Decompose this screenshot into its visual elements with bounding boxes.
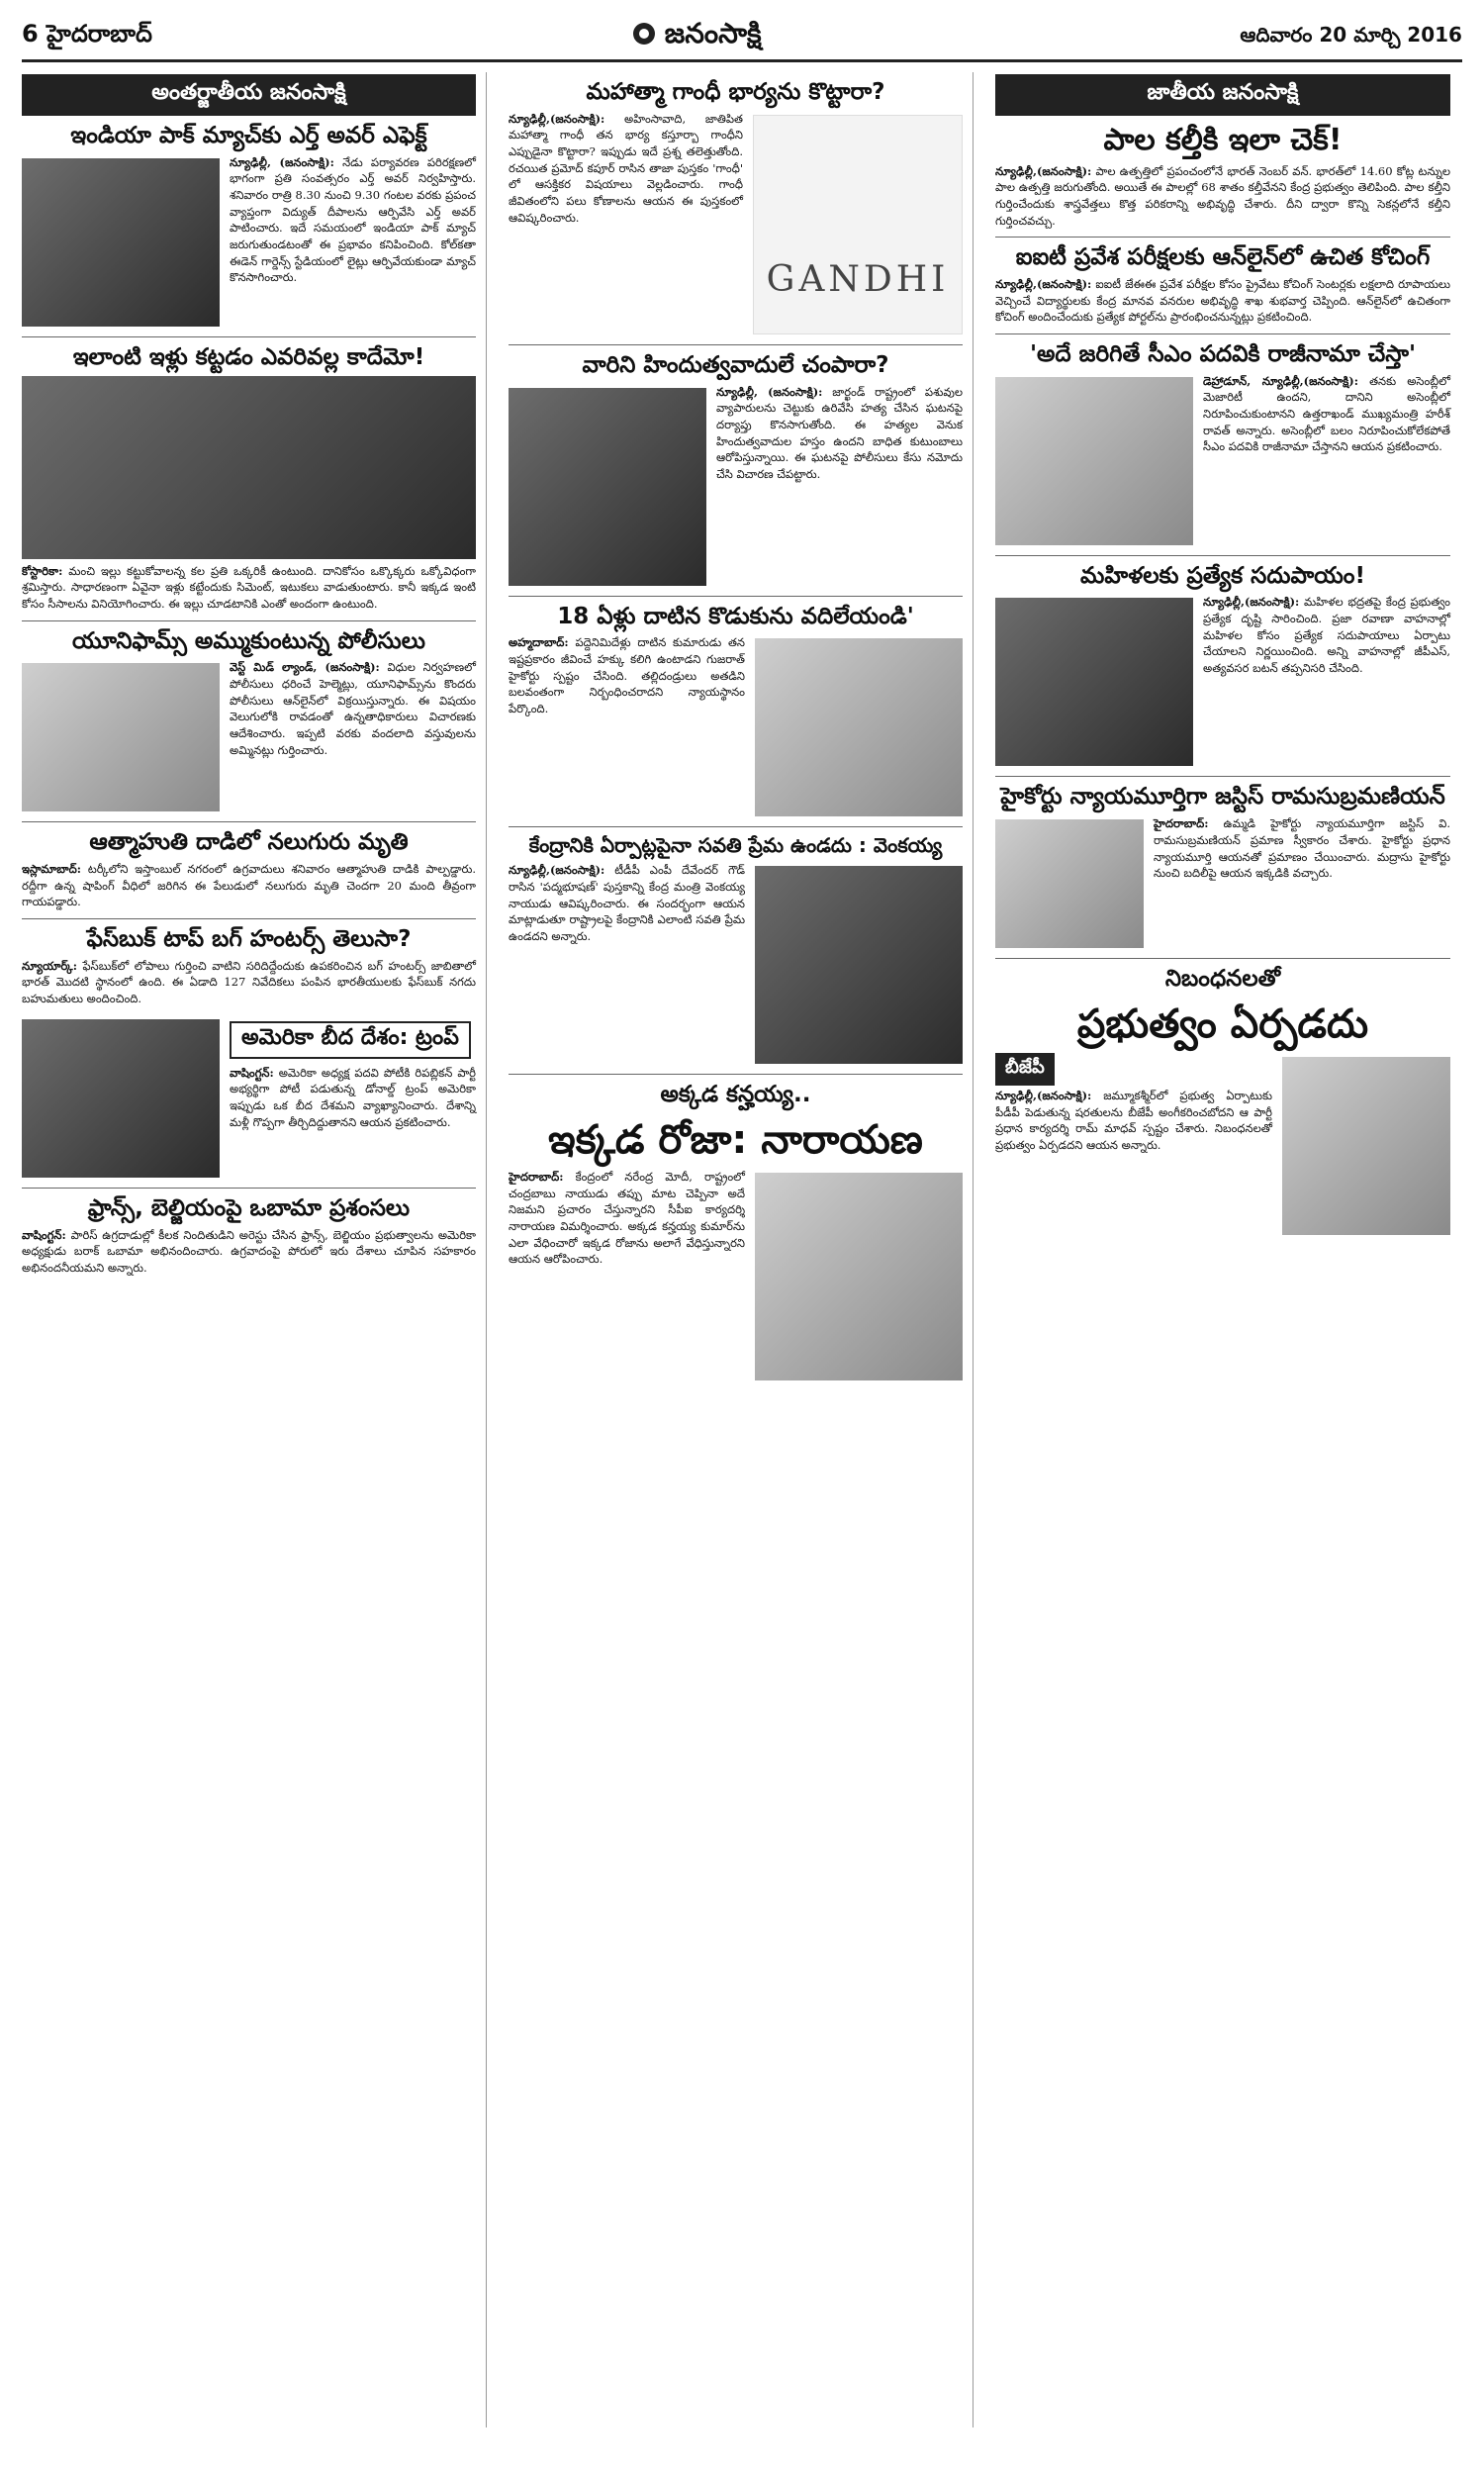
article-rawat (995, 340, 1450, 549)
article-body: ఉమ్మడి హైకోర్టు న్యాయమూర్తిగా జస్టిస్ వి. రామసుబ్రమణియన్ ప్రమాణ స్వీకారం చేశారు. హైకోర్టు ప్రధాన న్యాయమూర్తి ఆయనతో ప్రమాణం చేయించారు. మద్రాసు హైకోర్టు నుంచి బదిలీపై ఆయన ఇక్కడికి వచ్చారు. (1154, 816, 1451, 881)
ram-madhav-photo (1282, 1057, 1450, 1235)
article-body: విధుల నిర్వహణలో పోలీసులు ధరించే హెల్మెట్లు, యూనిఫామ్స్‌ను కొందరు పోలీసులు ఆన్‌లైన్‌లో విక్రయిస్తున్నారు. ఈ విషయం వెలుగులోకి రావడంతో ఉన్నతాధికారులు విచారణకు ఆదేశించారు. ఇప్పటి వరకు వందలాది వస్తువులను అమ్మినట్లు గుర్తించారు. (230, 660, 476, 757)
article-kicker: నిబంధనలతో (1164, 966, 1281, 993)
article-headline: ఇండియా పాక్ మ్యాచ్‌కు ఎర్త్ అవర్ ఎఫెక్ట్ (70, 123, 427, 148)
article-body: కేంద్రంలో నరేంద్ర మోదీ, రాష్ట్రంలో చంద్రబాబు నాయుడు తప్పు మాట చెప్పినా అదే నిజమని ప్రచారం చేస్తున్నారని సీపీఐ కార్యదర్శి నారాయణ విమర్శించారు. అక్కడ కన్హయ్య కుమార్‌ను ఎలా వేధించారో ఇక్కడ రోజాను అలాగే వేధిస్తున్నారని ఆయన ఆరోపించారు. (509, 1170, 745, 1267)
dateline: ఇస్లామాబాద్: (22, 862, 81, 877)
dateline: హైదరాబాద్: (1154, 816, 1209, 831)
article-headline: ఫ్రాన్స్, బెల్జియంపై ఒబామా ప్రశంసలు (87, 1194, 411, 1221)
book-launch-photo (755, 866, 963, 1064)
dateline: న్యూయార్క్: (22, 958, 77, 973)
article-gandhi (509, 78, 963, 338)
article-headline: ఫేస్‌బుక్ టాప్ బగ్ హంటర్స్ తెలుసా? (86, 926, 412, 953)
section-banner: అంతర్జాతీయ జనంసాక్షి (22, 74, 476, 116)
rawat-photo (995, 377, 1193, 545)
article-iit-coaching (995, 243, 1450, 326)
article-suicide-attack (22, 828, 476, 910)
tree-photo (509, 388, 706, 586)
logo-icon (631, 21, 657, 53)
article-obama (22, 1194, 476, 1277)
dateline: న్యూఢిల్లీ,(జనంసాక్షి): (509, 863, 605, 878)
article-body: ఫేస్‌బుక్‌లో లోపాలు గుర్తించి వాటిని సరిదిద్దేందుకు ఉపకరించిన బగ్ హంటర్స్ జాబితాలో భారత్ మొదటి స్థానంలో ఉంది. ఈ ఏడాది 127 నివేదికలు పంపిన భారతీయులకు ఫేస్‌బుక్ నగదు బహుమతులు అందించింది. (22, 958, 477, 1006)
dateline: న్యూఢిల్లీ,(జనంసాక్షి): (995, 276, 1092, 291)
article-headline: మహాత్మా గాంధీ భార్యను కొట్టారా? (586, 79, 885, 105)
court-photo (755, 638, 963, 816)
dateline: వాషింగ్టన్: (230, 1065, 274, 1080)
dateline: న్యూఢిల్లీ,(జనంసాక్షి): (1203, 595, 1300, 610)
section-banner: జాతీయ జనంసాక్షి (995, 74, 1450, 116)
article-bug-hunters (22, 925, 476, 1007)
judge-photo (995, 819, 1144, 948)
narayana-photo (755, 1173, 963, 1380)
dateline: న్యూఢిల్లీ,(జనంసాక్షి): (995, 1088, 1092, 1102)
column-national (995, 72, 1460, 2427)
dateline: న్యూఢిల్లీ,(జనంసాక్షి): (509, 111, 605, 126)
article-headline: 18 ఏళ్లు దాటిన కొడుకును వదిలేయండి' (557, 603, 914, 629)
dateline: వాషింగ్టన్: (22, 1227, 66, 1242)
article-narayana (509, 1081, 963, 1384)
article-headline: ఇక్కడ రోజా: నారాయణ (548, 1117, 923, 1163)
article-body: అమెరికా అధ్యక్ష పదవి పోటీకి రిపబ్లికన్ పార్టీ అభ్యర్థిగా పోటీ పడుతున్న డోనాల్డ్ ట్రంప్ అమెరికా ఇప్పుడు ఒక బీద దేశమని వ్యాఖ్యానించారు. దేశాన్ని మళ్లీ గొప్పగా తీర్చిదిద్దుతానని ఆయన ప్రకటించారు. (230, 1065, 476, 1129)
article-body: అహింసావాది, జాతిపిత మహాత్మా గాంధీ తన భార్య కస్తూర్బా గాంధీని ఎప్పుడైనా కొట్టారా? ఇప్పుడు ఇదే ప్రశ్న తలెత్తుతోంది. రచయిత ప్రమోద్ కపూర్ రాసిన తాజా పుస్తకం 'గాంధీ' లో ఆసక్తికర విషయాలు వెల్లడించారు. గాంధీ జీవితంలోని పలు కోణాలను ఆయన ఈ పుస్తకంలో ఆవిష్కరించారు. (509, 111, 743, 225)
paper-logo (631, 17, 762, 56)
article-headline: యూనిఫామ్స్ అమ్ముకుంటున్న పోలీసులు (72, 627, 425, 654)
dateline: న్యూఢిల్లీ, (జనంసాక్షి): (716, 384, 823, 399)
article-son-18 (509, 603, 963, 821)
article-earth-hour (22, 122, 476, 331)
article-headline: ఆత్మాహుతి దాడిలో నలుగురు మృతి (89, 829, 409, 856)
article-body: పారిస్ ఉగ్రదాడుల్లో కీలక నిందితుడిని అరెస్టు చేసిన ఫ్రాన్స్, బెల్జియం ప్రభుత్వాలను అమెరికా అధ్యక్షుడు బరాక్ ఒబామా అభినందించారు. ఉగ్రవాదంపై పోరులో ఇరు దేశాలు చూపిన సహకారం అభినందనీయమని అన్నారు. (22, 1227, 477, 1275)
article-body: ఐఐటీ జేఈఈ ప్రవేశ పరీక్షల కోసం ప్రైవేటు కోచింగ్ సెంటర్లకు లక్షలాది రూపాయలు వెచ్చించే విద్యార్థులకు కేంద్ర మానవ వనరుల అభివృద్ధి శాఖ శుభవార్త చెప్పింది. ఆన్‌లైన్‌లో ఉచితంగా కోచింగ్ అందించేందుకు ప్రత్యేక పోర్టల్‌ను ప్రారంభించనున్నట్లు ప్రకటించింది. (995, 276, 1451, 325)
article-high-court (995, 783, 1450, 952)
article-headline: హైకోర్టు న్యాయమూర్తిగా జస్టిస్ రామసుబ్రమణియన్ (1000, 784, 1445, 810)
dateline: అహ్మదాబాద్: (509, 635, 569, 650)
article-body: పద్దెనిమిదేళ్లు దాటిన కుమారుడు తన ఇష్టప్రకారం జీవించే హక్కు కలిగి ఉంటాడని గుజరాత్ హైకోర్టు స్పష్టం చేసింది. తల్లిదండ్రులు అతడిని బలవంతంగా నిర్బంధించరాదని న్యాయస్థానం పేర్కొంది. (509, 635, 745, 715)
article-headline: పాల కల్తీకి ఇలా చెక్! (1103, 123, 1343, 157)
article-photo (22, 376, 476, 559)
helmet-photo (22, 663, 220, 811)
party-label: బీజేపీ (995, 1053, 1055, 1086)
article-headline: ప్రభుత్వం ఏర్పడదు (1076, 1000, 1369, 1047)
article-body: జార్ఖండ్ రాష్ట్రంలో పశువుల వ్యాపారులను చెట్టుకు ఉరివేసి హత్య చేసిన ఘటనపై దర్యాప్తు కొనసాగుతోంది. ఈ హత్యల వెనుక హిందుత్వవాదుల హస్తం ఉందని బాధిత కుటుంబాలు ఆరోపిస్తున్నాయి. ఈ ఘటనపై పోలీసులు కేసు నమోదు చేసి విచారణ చేపట్టారు. (716, 384, 964, 481)
book-title: GANDHI (766, 258, 950, 300)
article-bjp (995, 965, 1450, 1239)
article-headline: 'అదే జరిగితే సీఎం పదవికి రాజీనామా చేస్తా' (1029, 340, 1417, 367)
page-number: 6 హైదరాబాద్ (22, 20, 152, 48)
trump-photo (22, 1019, 220, 1178)
article-milk (995, 122, 1450, 229)
article-bottle-house (22, 343, 476, 613)
article-body: టీడీపీ ఎంపీ దేవేందర్ గౌడ్ రాసిన 'పద్మభూషణ్' పుస్తకాన్ని కేంద్ర మంత్రి వెంకయ్య నాయుడు ఆవిష్కరించారు. ఈ సందర్భంగా ఆయన మాట్లాడుతూ రాష్ట్రాలపై కేంద్రానికి ఎలాంటి సవతి ప్రేమ ఉండదని అన్నారు. (509, 863, 746, 943)
dateline: కోస్టారికా: (22, 563, 63, 578)
article-venkaiah (509, 833, 963, 1068)
article-photo (22, 158, 220, 327)
article-headline: మహిళలకు ప్రత్యేక సదుపాయం! (1080, 562, 1365, 589)
article-trump (22, 1015, 476, 1182)
article-body: నేడు పర్యావరణ పరిరక్షణలో భాగంగా ప్రతి సంవత్సరం ఎర్త్ అవర్ నిర్వహిస్తారు. శనివారం రాత్రి 8.30 నుంచి 9.30 గంటల వరకు ప్రపంచ వ్యాప్తంగా విద్యుత్ దీపాలను ఆర్పివేసి ఎర్త్ అవర్ పాటించారు. ఇదే సమయంలో ఇండియా పాక్ మ్యాచ్ జరుగుతుండటంతో ఈ ప్రభావం కనిపించింది. కోల్‌కతా ఈడెన్ గార్డెన్స్ స్టేడియంలో లైట్లు ఆర్పివేయకుండా మ్యాచ్ కొనసాగించారు. (230, 154, 477, 285)
article-women (995, 562, 1450, 771)
dateline: హైదరాబాద్: (509, 1170, 564, 1184)
column-international (22, 72, 487, 2427)
article-headline: కేంద్రానికి ఏర్పాట్లపైనా సవతి ప్రేమ ఉండదు : వెంకయ్య (528, 833, 943, 858)
gandhi-book-cover (753, 115, 963, 334)
issue-date: ఆదివారం 20 మార్చి 2016 (1240, 22, 1462, 47)
dateline: న్యూఢిల్లీ,(జనంసాక్షి): (995, 163, 1092, 178)
article-headline: ఇలాంటి ఇళ్లు కట్టడం ఎవరివల్ల కాదేమో! (72, 343, 425, 370)
article-headline: వారిని హిందుత్వవాదులే చంపారా? (582, 351, 889, 378)
dateline: వెస్ట్ మిడ్ ల్యాండ్, (జనంసాక్షి): (230, 660, 380, 675)
article-body: పాల ఉత్పత్తిలో ప్రపంచంలోనే భారత్ నెంబర్ వన్. భారత్‌లో 14.60 కోట్ల టన్నుల పాల ఉత్పత్తి జరుగుతోంది. అయితే ఈ పాలల్లో 68 శాతం కల్తీవేనని కేంద్ర ప్రభుత్వం తెలిపింది. పాల కల్తీని గుర్తించేందుకు శాస్త్రవేత్తలు కొత్త పరికరాన్ని అభివృద్ధి చేశారు. దీని ద్వారా కొన్ని సెకన్లలోనే కల్తీని గుర్తించవచ్చు. (995, 163, 1451, 228)
dateline: న్యూఢిల్లీ, (జనంసాక్షి): (230, 154, 334, 169)
article-kicker: అక్కడ కన్హయ్య.. (660, 1082, 811, 1108)
article-hindutva (509, 351, 963, 590)
article-body: జమ్మూకశ్మీర్‌లో ప్రభుత్వ ఏర్పాటుకు పీడీపీ పెడుతున్న షరతులను బీజేపీ అంగీకరించబోదని ఆ పార్టీ ప్రధాన కార్యదర్శి రామ్ మాధవ్ స్పష్టం చేశారు. నిబంధనలతో ప్రభుత్వం ఏర్పడదని ఆయన అన్నారు. (995, 1088, 1273, 1152)
article-body: మహిళల భద్రతపై కేంద్ర ప్రభుత్వం ప్రత్యేక దృష్టి సారించింది. ప్రజా రవాణా వాహనాల్లో మహిళల కోసం ప్రత్యేక సదుపాయాలు ఏర్పాటు చేయాలని నిర్ణయించింది. అన్ని వాహనాల్లో జీపీఎస్, అత్యవసర బటన్ తప్పనిసరి చేసింది. (1203, 595, 1451, 676)
article-police-uniforms (22, 627, 476, 816)
dateline: డెహ్రాడూన్, న్యూఢిల్లీ,(జనంసాక్షి): (1203, 373, 1358, 388)
masthead (22, 14, 1462, 62)
article-body: మంచి ఇల్లు కట్టుకోవాలన్న కల ప్రతి ఒక్కరికీ ఉంటుంది. దానికోసం ఒక్కొక్కరు ఒక్కోవిధంగా శ్రమిస్తారు. సాధారణంగా ఏవైనా ఇళ్లు కట్టేందుకు సిమెంట్, ఇటుకలు వాడుతుంటారు. కానీ ఇక్కడ ఇంటి కోసం సీసాలను వినియోగించారు. ఈ ఇల్లు చూడటానికి ఎంతో అందంగా ఉంటుంది. (22, 563, 476, 611)
article-headline: ఐఐటీ ప్రవేశ పరీక్షలకు ఆన్‌లైన్‌లో ఉచిత కోచింగ్ (1015, 244, 1431, 271)
article-body: తనకు అసెంబ్లీలో మెజారిటీ ఉందని, దానిని అసెంబ్లీలో నిరూపించుకుంటానని ఉత్తరాఖండ్ ముఖ్యమంత్రి హరీశ్ రావత్ అన్నారు. అసెంబ్లీలో బలం నిరూపించుకోలేకపోతే సీఎం పదవికి రాజీనామా చేస్తానని ఆయన ప్రకటించారు. (1203, 373, 1450, 454)
article-headline: అమెరికా బీద దేశం: ట్రంప్ (230, 1021, 471, 1059)
column-center (509, 72, 974, 2427)
paper-name: జనంసాక్షి (664, 17, 762, 49)
article-body: టర్కీలోని ఇస్తాంబుల్ నగరంలో ఉగ్రవాదులు శనివారం ఆత్మాహుతి దాడికి పాల్పడ్డారు. రద్దీగా ఉన్న షాపింగ్ వీధిలో జరిగిన ఈ పేలుడులో నలుగురు మృతి చెందగా 20 మంది తీవ్రంగా గాయపడ్డారు. (22, 862, 476, 909)
street-photo (995, 598, 1193, 766)
